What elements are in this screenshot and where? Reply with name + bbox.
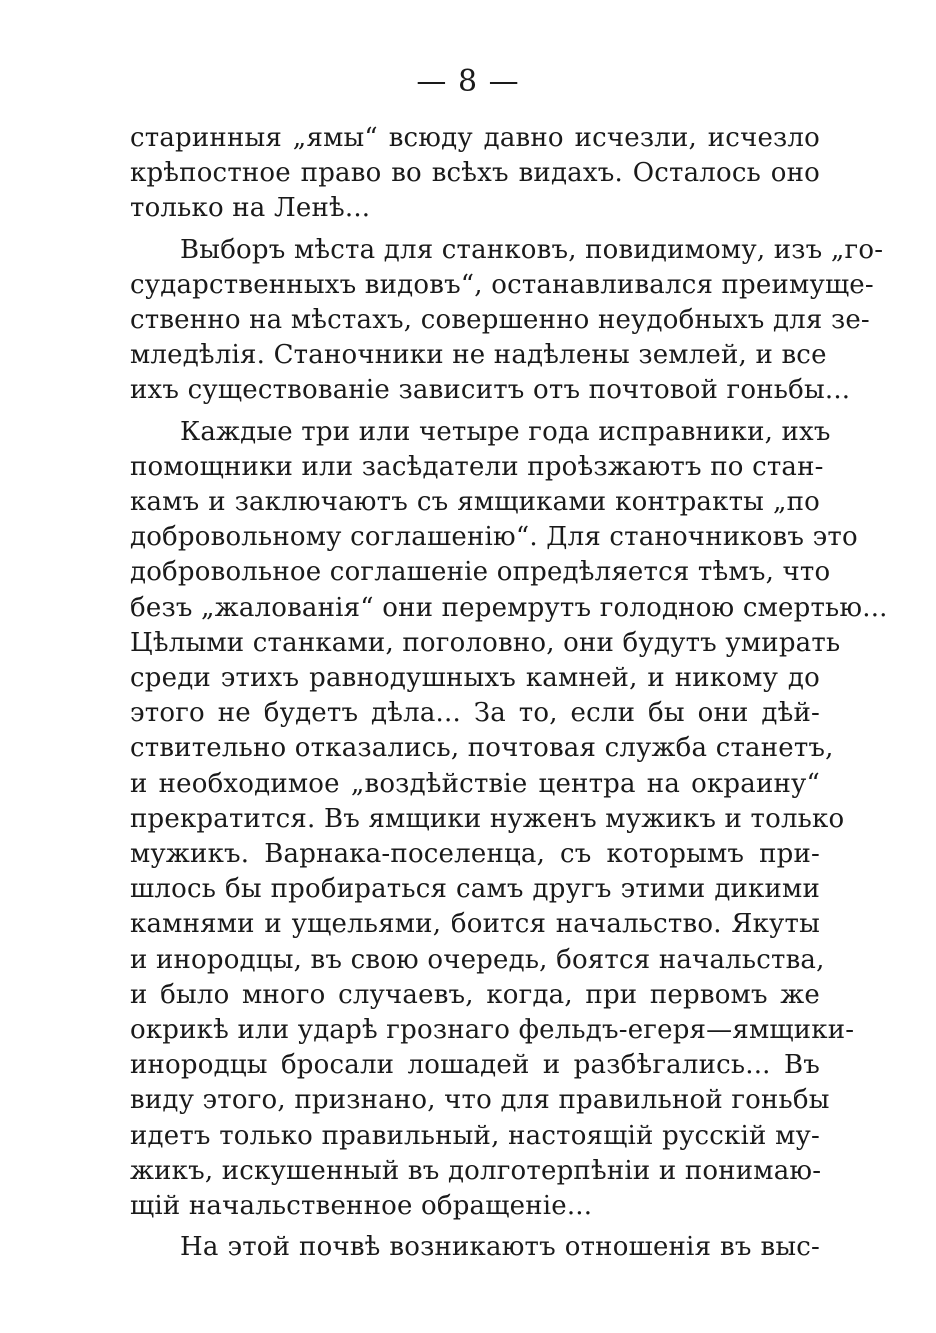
text-line: шлось бы пробираться самъ другъ этими дикими bbox=[130, 874, 820, 905]
text-line: прекратится. Въ ямщики нуженъ мужикъ и только bbox=[130, 803, 845, 834]
text-line: Цѣлыми станками, поголовно, они будутъ умирать bbox=[130, 627, 841, 658]
paragraph-2 bbox=[130, 233, 884, 409]
text-line: виду этого, признано, что для правильной гоньбы bbox=[130, 1085, 830, 1116]
text-line: среди этихъ равнодушныхъ камней, и никому до bbox=[130, 663, 820, 694]
text-line: Каждые три или четыре года исправники, ихъ bbox=[180, 416, 831, 447]
text-line: Выборъ мѣста для станковъ, повидимому, изъ „го- bbox=[180, 234, 884, 265]
text-line: добровольному соглашенію“. Для станочниковъ это bbox=[130, 522, 858, 553]
text-line: и было много случаевъ, когда, при первомъ же bbox=[130, 979, 820, 1010]
text-line: ствительно отказались, почтовая служба станетъ, bbox=[130, 733, 834, 764]
text-line: помощники или засѣдатели проѣзжаютъ по стан- bbox=[130, 451, 824, 482]
text-line: мужикъ. Варнака-поселенца, съ которымъ при- bbox=[130, 839, 820, 870]
text-line: безъ „жалованія“ они перемрутъ голодною смертью... bbox=[130, 592, 888, 623]
body-text bbox=[130, 121, 888, 1273]
text-line: камъ и заключаютъ съ ямщиками контракты „по bbox=[130, 487, 820, 518]
paragraph-3 bbox=[130, 415, 888, 1225]
text-line: жикъ, искушенный въ долготерпѣніи и понимаю- bbox=[130, 1155, 822, 1186]
text-line: только на Ленѣ... bbox=[130, 193, 371, 224]
text-line: этого не будетъ дѣла... За то, если бы они дѣй- bbox=[130, 698, 820, 729]
text-line: и инородцы, въ свою очередь, боятся начальства, bbox=[130, 944, 825, 975]
text-line: инородцы бросали лошадей и разбѣгались... Въ bbox=[130, 1050, 820, 1081]
paragraph-1 bbox=[130, 121, 820, 227]
text-line: старинныя „ямы“ всюду давно исчезли, исчезло bbox=[130, 123, 820, 153]
text-line: щій начальственное обращеніе... bbox=[130, 1191, 593, 1222]
text-line: камнями и ущельями, боится начальство. Якуты bbox=[130, 909, 820, 940]
text-line: добровольное соглашеніе опредѣляется тѣмъ, что bbox=[130, 557, 831, 588]
text-line: На этой почвѣ возникаютъ отношенія въ выс- bbox=[180, 1232, 820, 1263]
paragraph-4 bbox=[130, 1230, 820, 1265]
text-line: ственно на мѣстахъ, совершенно неудобныхъ для зе- bbox=[130, 305, 870, 336]
page-number: — 8 — bbox=[416, 64, 520, 99]
text-line: ихъ существованіе зависитъ отъ почтовой гоньбы... bbox=[130, 375, 851, 406]
text-line: и необходимое „воздѣйствіе центра на окраину“ bbox=[130, 768, 820, 799]
text-line: идетъ только правильный, настоящій русскій му- bbox=[130, 1120, 820, 1151]
text-line: мледѣлія. Станочники не надѣлены землей, и все bbox=[130, 340, 827, 371]
text-line: сударственныхъ видовъ“, останавливался преимуще- bbox=[130, 269, 874, 300]
text-line: окрикѣ или ударѣ грознаго фельдъ-егеря—ямщики- bbox=[130, 1015, 855, 1046]
text-line: крѣпостное право во всѣхъ видахъ. Осталось оно bbox=[130, 158, 820, 189]
